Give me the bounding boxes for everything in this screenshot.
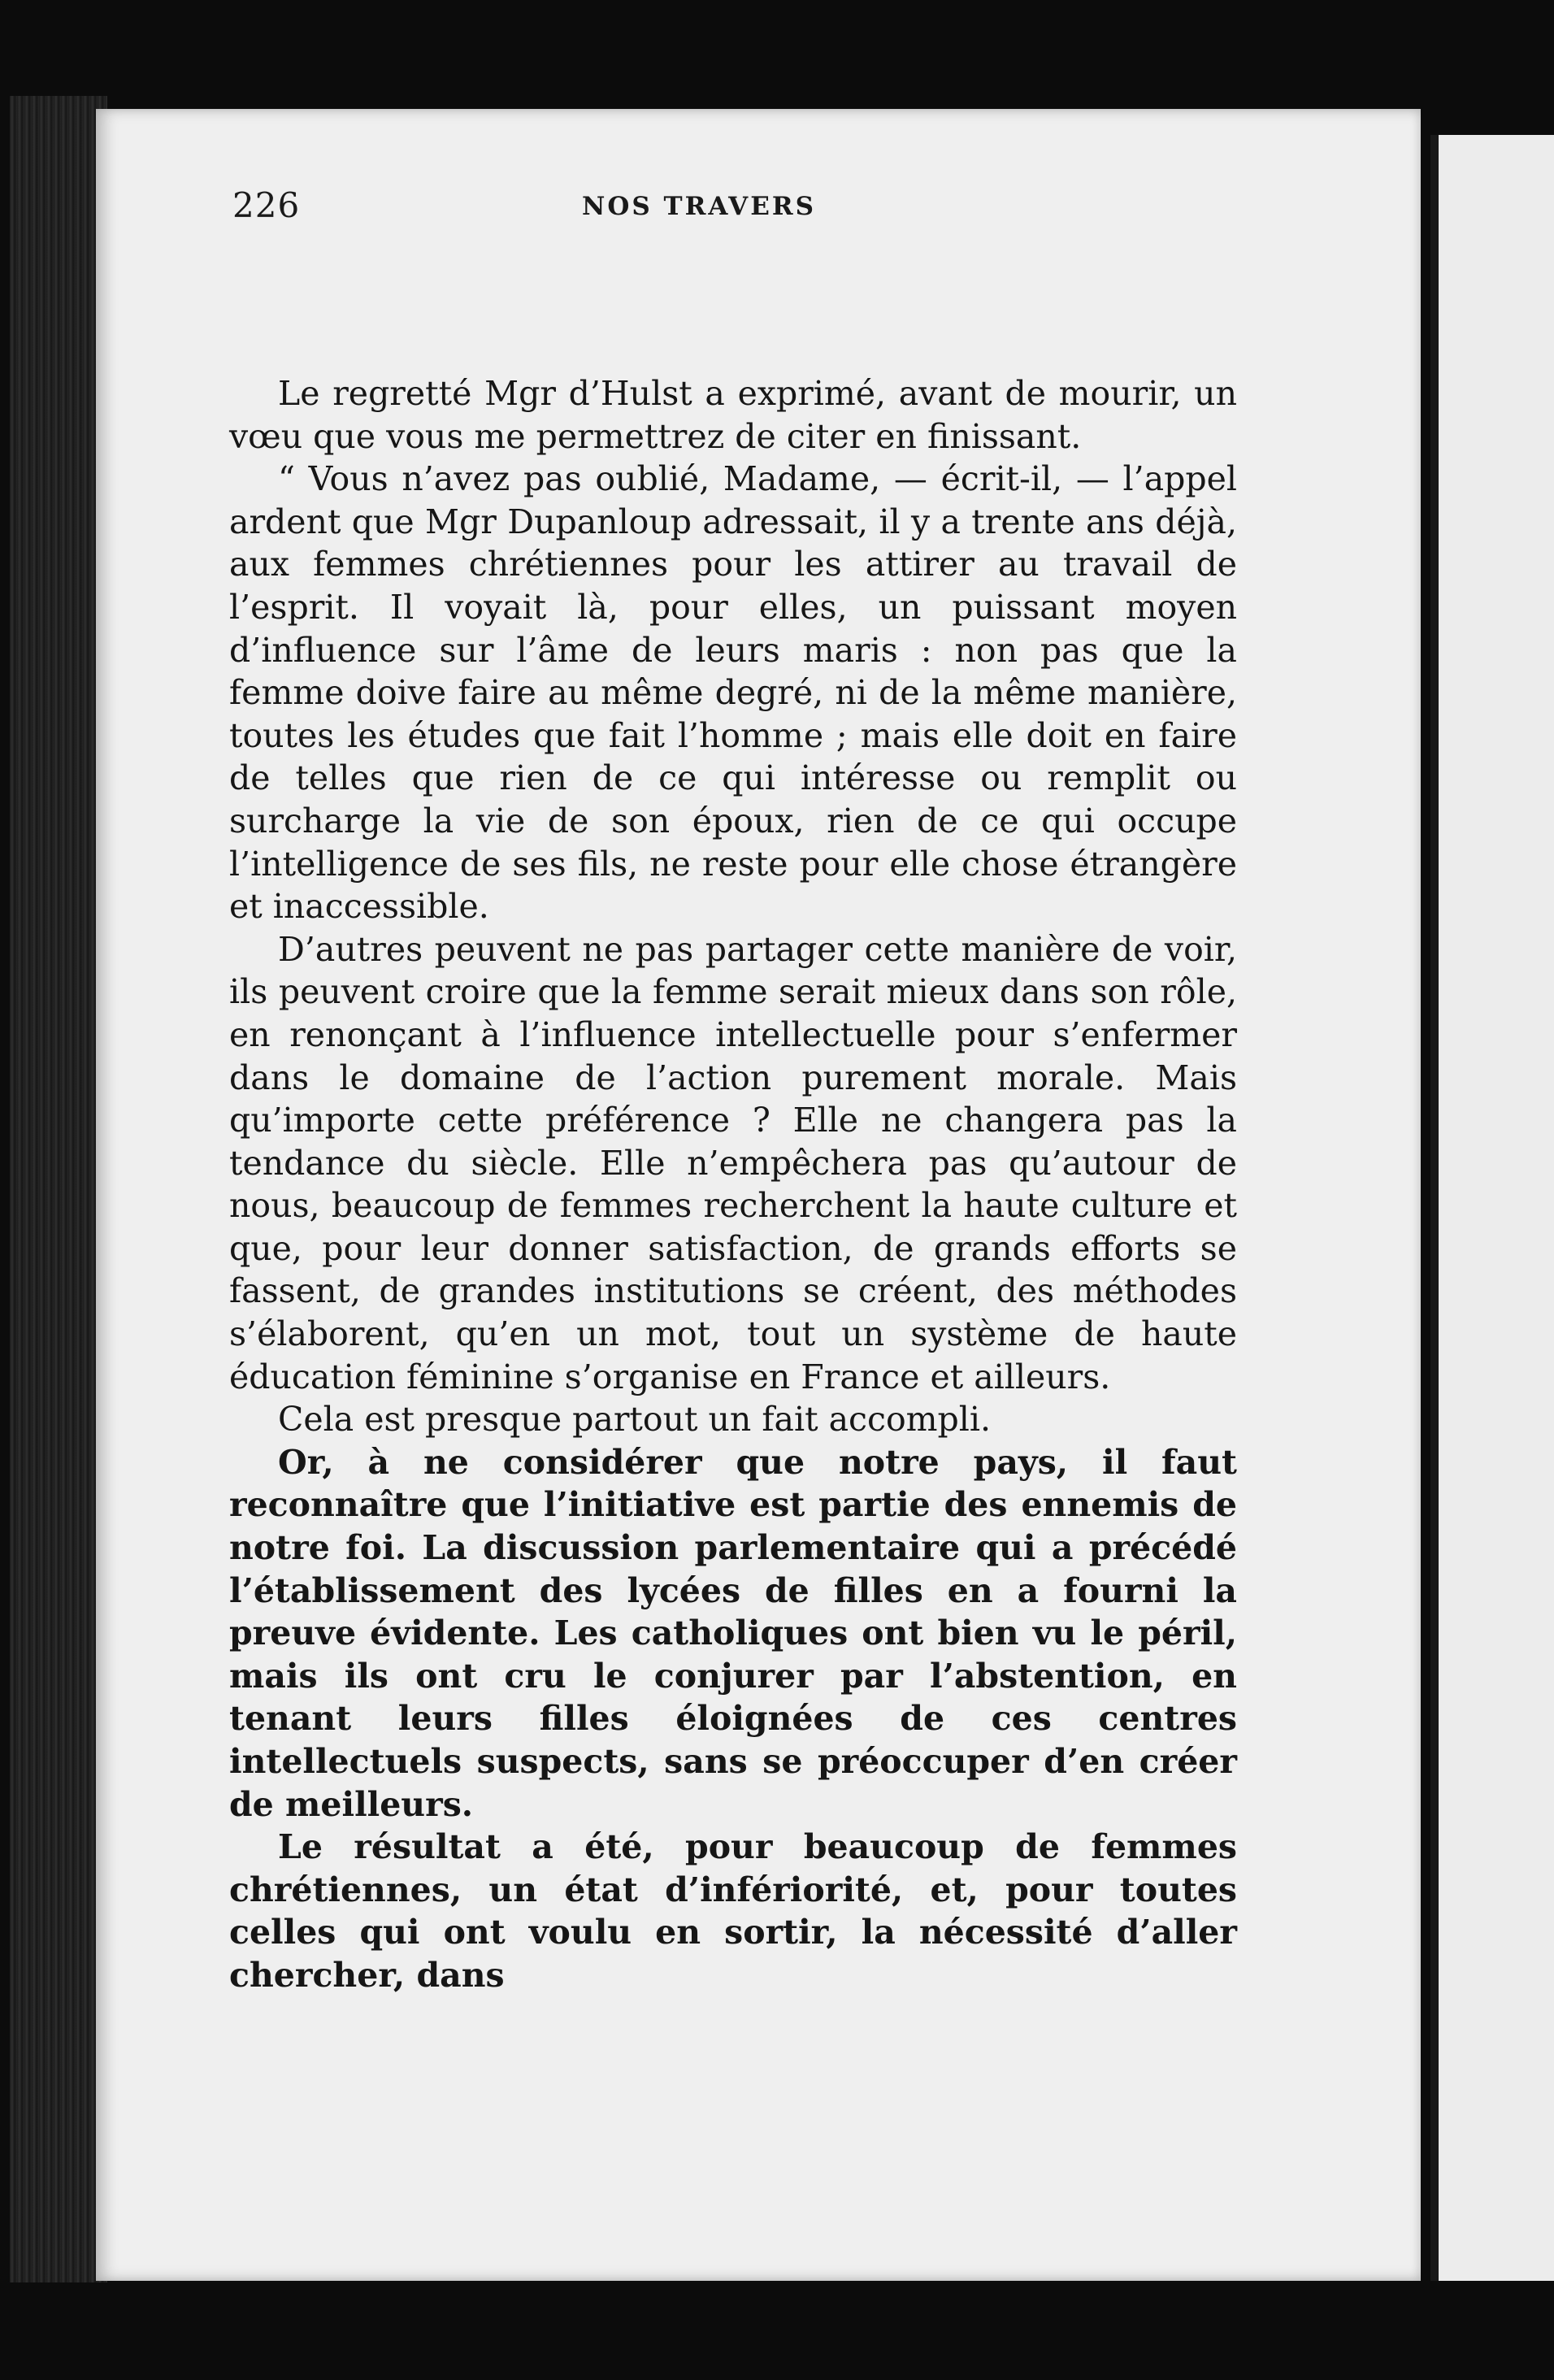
paragraph-3: D’autres peuvent ne pas partager cette manière de voir, ils peuvent croire que la femme serait mieux dans son rôle, en renonçant à l’influence intellectuelle pour s’enfermer dans le domaine de l’action purement morale. Mais qu’importe cette préférence ? Elle ne changera pas la tendance du siècle. Elle n’empêchera pas qu’autour de nous, beaucoup de femmes recherchent la haute culture et que, pour leur donner satisfaction, de grands efforts se fassent, de grandes institutions se créent, des méthodes s’élaborent, qu’en un mot, tout un système de haute éducation féminine s’organise en France et ailleurs. xyxy=(229,929,1237,1396)
body-text xyxy=(229,372,1237,1997)
paragraph-1: Le regretté Mgr d’Hulst a exprimé, avant de mourir, un vœu que vous me permettrez de citer en finissant. xyxy=(229,374,1237,456)
page-number: 226 xyxy=(232,185,301,225)
paragraph-6: Le résultat a été, pour beaucoup de femmes chrétiennes, un état d’infériorité, et, pour toutes celles qui ont voulu en sortir, la nécessité d’aller chercher, dans xyxy=(229,1827,1237,1995)
page-header xyxy=(137,185,1261,234)
paragraph-2: “ Vous n’avez pas oublié, Madame, — écrit-il, — l’appel ardent que Mgr Dupanloup adressait, il y a trente ans déjà, aux femmes chrétiennes pour les attirer au travail de l’esprit. Il voyait là, pour elles, un puissant moyen d’influence sur l’âme de leurs maris : non pas que la femme doive faire au même degré, ni de la même manière, toutes les études que fait l’homme ; mais elle doit en faire de telles que rien de ce qui intéresse ou remplit ou surcharge la vie de son époux, rien de ce qui occupe l’intelligence de ses fils, ne reste pour elle chose étrangère et inaccessible. xyxy=(229,459,1237,927)
running-head: NOS TRAVERS xyxy=(582,192,816,221)
paragraph-5: Or, à ne considérer que notre pays, il faut reconnaître que l’initiative est partie des ennemis de notre foi. La discussion parlementaire qui a précédé l’établissement des lycées de filles en a fourni la preuve évidente. Les catholiques ont bien vu le péril, mais ils ont cru le conjurer par l’abstention, en tenant leurs filles éloignées de ces centres intellectuels suspects, sans se préoccuper d’en créer de meilleurs. xyxy=(229,1442,1237,1824)
paragraph-4: Cela est presque partout un fait accompli. xyxy=(278,1400,992,1440)
facing-page-edge xyxy=(1430,135,1554,2281)
book-page-edges xyxy=(10,96,107,2282)
